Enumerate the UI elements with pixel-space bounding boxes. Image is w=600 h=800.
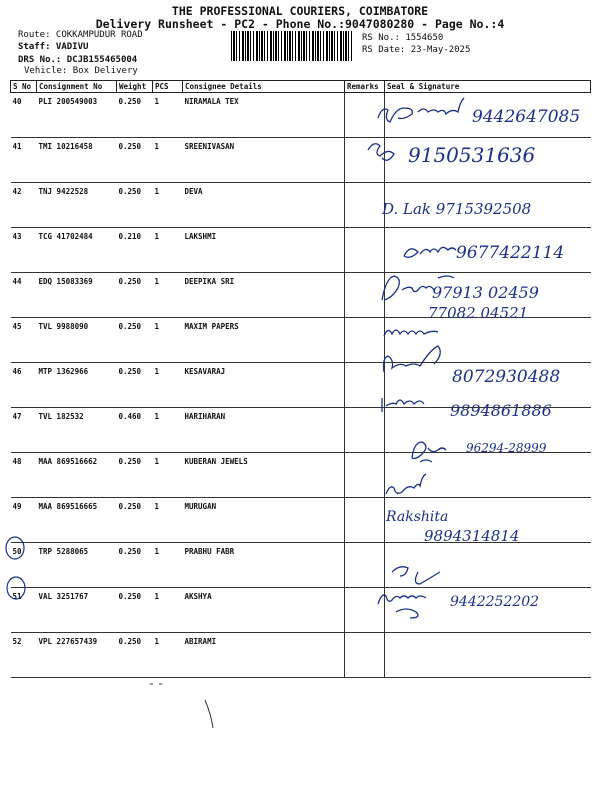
signature-cell bbox=[385, 273, 591, 318]
sno-cell: 48 bbox=[11, 453, 37, 498]
signature-cell bbox=[385, 453, 591, 498]
consignment-cell: TVL 182532 bbox=[37, 408, 117, 453]
handwritten-phone: 9894861886 bbox=[450, 401, 552, 420]
table-row bbox=[11, 228, 591, 273]
weight-cell: 0.250 bbox=[117, 453, 153, 498]
signature-cell bbox=[385, 588, 591, 633]
consignee-cell: DEVA bbox=[183, 183, 345, 228]
col-pcs-header: PCS bbox=[153, 81, 183, 93]
consignment-cell: TRP 5288065 bbox=[37, 543, 117, 588]
remarks-cell bbox=[345, 408, 385, 453]
col-weight-header: Weight bbox=[117, 81, 153, 93]
consignee-cell: DEEPIKA SRI bbox=[183, 273, 345, 318]
runsheet-table bbox=[10, 80, 591, 678]
signature-cell bbox=[385, 408, 591, 453]
weight-cell: 0.250 bbox=[117, 633, 153, 678]
weight-cell: 0.250 bbox=[117, 588, 153, 633]
table-row bbox=[11, 273, 591, 318]
table-row bbox=[11, 363, 591, 408]
runsheet-subtitle: Delivery Runsheet - PC2 - Phone No.:9047080280 - Page No.:4 bbox=[95, 17, 505, 31]
pcs-cell: 1 bbox=[153, 408, 183, 453]
table-row bbox=[11, 498, 591, 543]
consignee-cell: NIRAMALA TEX bbox=[183, 93, 345, 138]
remarks-cell bbox=[345, 543, 385, 588]
pcs-cell: 1 bbox=[153, 138, 183, 183]
signature-cell bbox=[385, 543, 591, 588]
table-row bbox=[11, 633, 591, 678]
table-header-row bbox=[11, 81, 591, 93]
consignment-cell: VPL 227657439 bbox=[37, 633, 117, 678]
table-row bbox=[11, 93, 591, 138]
table-row bbox=[11, 138, 591, 183]
remarks-cell bbox=[345, 633, 385, 678]
consignment-cell: EDQ 15083369 bbox=[37, 273, 117, 318]
pcs-cell: 1 bbox=[153, 93, 183, 138]
pcs-cell: 1 bbox=[153, 453, 183, 498]
consignment-cell: MAA 869516662 bbox=[37, 453, 117, 498]
signature-cell bbox=[385, 363, 591, 408]
consignee-cell: MAXIM PAPERS bbox=[183, 318, 345, 363]
weight-cell: 0.250 bbox=[117, 273, 153, 318]
weight-cell: 0.250 bbox=[117, 138, 153, 183]
consignee-cell: SREENIVASAN bbox=[183, 138, 345, 183]
consignee-cell: KUBERAN JEWELS bbox=[183, 453, 345, 498]
remarks-cell bbox=[345, 453, 385, 498]
handwritten-phone: 9677422114 bbox=[456, 243, 565, 263]
stray-mark bbox=[205, 700, 213, 728]
handwritten-phone: 97913 02459 bbox=[432, 283, 539, 302]
signature-cell bbox=[385, 498, 591, 543]
company-title: THE PROFESSIONAL COURIERS, COIMBATORE bbox=[171, 4, 429, 18]
handwritten-phone: 9442252202 bbox=[450, 594, 540, 610]
pcs-cell: 1 bbox=[153, 588, 183, 633]
staff-label: Staff: VADIVU bbox=[18, 42, 89, 52]
handwritten-phone: 9442647085 bbox=[472, 107, 581, 127]
consignment-cell: TMI 10216458 bbox=[37, 138, 117, 183]
pcs-cell: 1 bbox=[153, 228, 183, 273]
consignment-cell: VAL 3251767 bbox=[37, 588, 117, 633]
vehicle-label: Vehicle: Box Delivery bbox=[24, 66, 138, 76]
pcs-cell: 1 bbox=[153, 183, 183, 228]
pcs-cell: 1 bbox=[153, 633, 183, 678]
sno-cell: 50 bbox=[11, 543, 37, 588]
signature-cell bbox=[385, 183, 591, 228]
weight-cell: 0.250 bbox=[117, 183, 153, 228]
sno-cell: 52 bbox=[11, 633, 37, 678]
table-row bbox=[11, 543, 591, 588]
consignment-cell: PLI 200549003 bbox=[37, 93, 117, 138]
weight-cell: 0.250 bbox=[117, 93, 153, 138]
consignment-cell: MTP 1362966 bbox=[37, 363, 117, 408]
sno-cell: 51 bbox=[11, 588, 37, 633]
sno-cell: 40 bbox=[11, 93, 37, 138]
sno-cell: 43 bbox=[11, 228, 37, 273]
col-sno-header: S No bbox=[11, 81, 37, 93]
col-signature-header: Seal & Signature bbox=[385, 81, 591, 93]
pcs-cell: 1 bbox=[153, 363, 183, 408]
remarks-cell bbox=[345, 363, 385, 408]
pcs-cell: 1 bbox=[153, 318, 183, 363]
remarks-cell bbox=[345, 138, 385, 183]
barcode bbox=[231, 31, 353, 61]
weight-cell: 0.250 bbox=[117, 498, 153, 543]
weight-cell: 0.250 bbox=[117, 543, 153, 588]
col-consignee-header: Consignee Details bbox=[183, 81, 345, 93]
drs-number: DRS No.: DCJB155465004 bbox=[18, 55, 138, 65]
table-row bbox=[11, 588, 591, 633]
handwritten-phone: 8072930488 bbox=[452, 367, 561, 387]
weight-cell: 0.250 bbox=[117, 318, 153, 363]
remarks-cell bbox=[345, 273, 385, 318]
sno-cell: 42 bbox=[11, 183, 37, 228]
route-label: Route: COKKAMPUDUR ROAD bbox=[18, 30, 143, 40]
remarks-cell bbox=[345, 93, 385, 138]
weight-cell: 0.210 bbox=[117, 228, 153, 273]
signature-cell bbox=[385, 318, 591, 363]
signature-cell bbox=[385, 93, 591, 138]
remarks-cell bbox=[345, 498, 385, 543]
sno-cell: 49 bbox=[11, 498, 37, 543]
col-remarks-header: Remarks bbox=[345, 81, 385, 93]
sno-cell: 47 bbox=[11, 408, 37, 453]
consignee-cell: KESAVARAJ bbox=[183, 363, 345, 408]
weight-cell: 0.460 bbox=[117, 408, 153, 453]
rs-date: RS Date: 23-May-2025 bbox=[362, 45, 471, 55]
rs-number: RS No.: 1554650 bbox=[362, 33, 444, 43]
weight-cell: 0.250 bbox=[117, 363, 153, 408]
consignee-cell: PRABHU FABR bbox=[183, 543, 345, 588]
consignee-cell: LAKSHMI bbox=[183, 228, 345, 273]
handwritten-phone: 96294-28999 bbox=[466, 441, 547, 455]
consignee-cell: AKSHYA bbox=[183, 588, 345, 633]
table-row bbox=[11, 408, 591, 453]
sno-cell: 41 bbox=[11, 138, 37, 183]
table-row bbox=[11, 453, 591, 498]
pcs-cell: 1 bbox=[153, 273, 183, 318]
handwritten-phone: 9150531636 bbox=[408, 143, 536, 167]
consignee-cell: MURUGAN bbox=[183, 498, 345, 543]
handwritten-note: D. Lak 9715392508 bbox=[382, 200, 532, 218]
sno-cell: 45 bbox=[11, 318, 37, 363]
table-row bbox=[11, 318, 591, 363]
consignment-cell: TVL 9988090 bbox=[37, 318, 117, 363]
sno-cell: 46 bbox=[11, 363, 37, 408]
handwritten-phone: 9894314814 bbox=[424, 527, 520, 545]
remarks-cell bbox=[345, 318, 385, 363]
remarks-cell bbox=[345, 183, 385, 228]
col-consignment-header: Consignment No bbox=[37, 81, 117, 93]
consignee-cell: HARIHARAN bbox=[183, 408, 345, 453]
remarks-cell bbox=[345, 588, 385, 633]
signature-cell bbox=[385, 633, 591, 678]
consignment-cell: TNJ 9422528 bbox=[37, 183, 117, 228]
signature-cell bbox=[385, 138, 591, 183]
handwritten-name: Rakshita bbox=[386, 509, 449, 525]
consignment-cell: TCG 41702484 bbox=[37, 228, 117, 273]
pcs-cell: 1 bbox=[153, 543, 183, 588]
handwritten-phone: 77082 04521 bbox=[428, 304, 529, 322]
signature-cell bbox=[385, 228, 591, 273]
table-row bbox=[11, 183, 591, 228]
consignment-cell: MAA 869516665 bbox=[37, 498, 117, 543]
remarks-cell bbox=[345, 228, 385, 273]
pcs-cell: 1 bbox=[153, 498, 183, 543]
sno-cell: 44 bbox=[11, 273, 37, 318]
consignee-cell: ABIRAMI bbox=[183, 633, 345, 678]
